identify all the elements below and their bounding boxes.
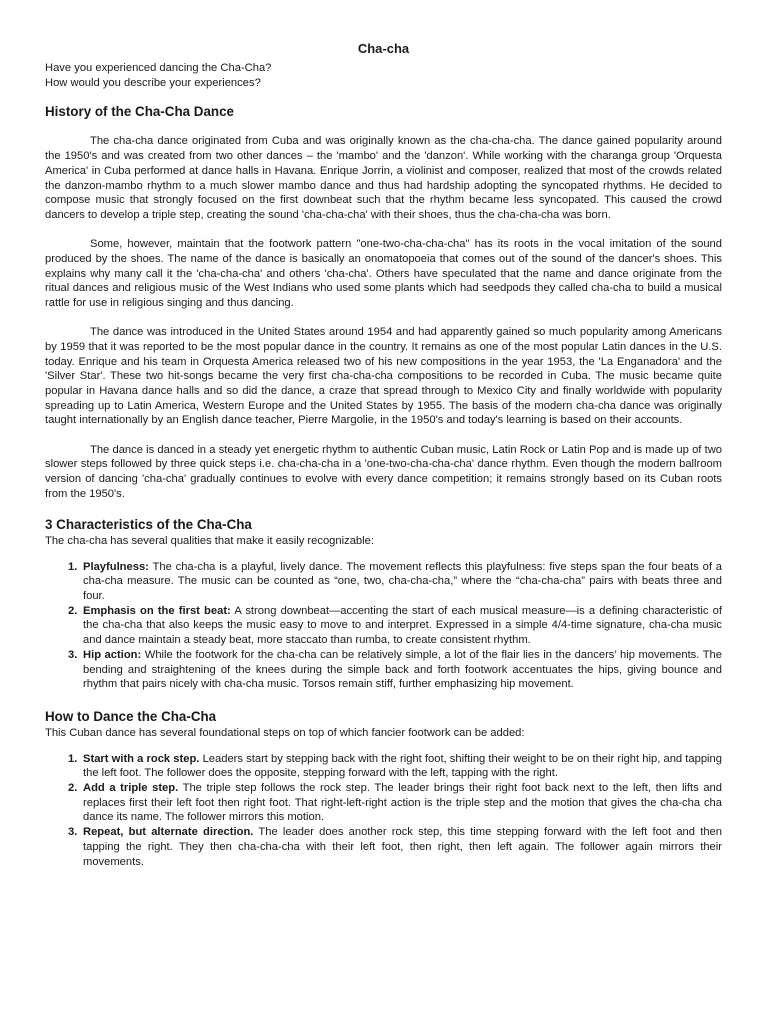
list-number: 3. <box>68 826 78 839</box>
list-term: Emphasis on the first beat: <box>83 604 231 617</box>
list-term: Add a triple step. <box>83 782 179 795</box>
history-heading: History of the Cha-Cha Dance <box>45 104 234 120</box>
characteristics-lead: The cha-cha has several qualities that make it easily recognizable: <box>45 534 374 547</box>
list-term: Repeat, but alternate direction. <box>83 826 254 839</box>
list-item <box>68 648 722 692</box>
list-text: While the footwork for the cha-cha can be relatively simple, a lot of the flair lies in the dancers’ hip movements. The bending and straightening of the knees during the simple back and forth footwork accentuates the hips, giving bounce and rhythm that pairs nicely with cha-cha music. Torsos remain stiff, further emphasizing hip movement. <box>83 648 722 691</box>
list-text: The triple step follows the rock step. The leader brings their right foot back next to the left, then lifts and replaces first their left foot then right foot. That right-left-right action is the triple step and the motion that gives the cha-cha cha dance its name. The follower mirrors this motion. <box>83 782 722 824</box>
intro-question: How would you describe your experiences? <box>45 76 261 89</box>
list-text: Leaders start by stepping back with the right foot, shifting their weight to be on their right hip, and tapping the left foot. The follower does the opposite, stepping forward with the left, tapping with the right. <box>83 752 722 780</box>
characteristics-list <box>45 560 722 692</box>
history-paragraph: The dance was introduced in the United States around 1954 and had apparently gained so much popularity among Americans by 1959 that it was reported to be the most popular dance in the country. It remains as one of the most popular Latin dances in the U.S. today. Enrique and his team in Orquesta America released two of his new compositions in the year 1953, the 'La Enganadora' and the 'Silver Star'. These two hit-songs became the very first cha-cha-cha compositions to be recorded in Cuba. The music became quite popular in Havana dance halls and so did the dance, a craze that spread through to Mexico City and finally worldwide with popularity spreading up to Latin America, Western Europe and the United States by 1955. The basis of the modern cha-cha dance was originally taught internationally by an English dance teacher, Pierre Margolie, in the 1950's and today's learning is based on their accounts. <box>45 326 722 427</box>
list-term: Hip action: <box>83 648 142 661</box>
list-term: Start with a rock step. <box>83 752 200 765</box>
history-paragraph: The dance is danced in a steady yet energetic rhythm to authentic Cuban music, Latin Rock or Latin Pop and is made up of two slower steps followed by three quick steps i.e. cha-cha-cha in a 'one-two-cha-cha-cha' dance rhythm. Even though the modern ballroom version of dancing 'cha-cha' gradually continues to evolve with every dance competition; it remains strongly based on its Cuban roots from the 1950's. <box>45 443 722 500</box>
list-text: A strong downbeat—accenting the start of each musical measure—is a defining characteristic of the cha-cha that also keeps the music easy to move to and interpret. Expressed in a simple 4/4-time signature, cha-cha music and dance maintain a steady beat, more staccato than rumba, to create consistent rhythm. <box>83 604 722 647</box>
list-number: 2. <box>68 782 78 795</box>
history-paragraph: The cha-cha dance originated from Cuba and was originally known as the cha-cha-cha. The dance gained popularity around the 1950's and was created from two other dances – the 'mambo' and the 'danzon'. While working with the charanga group 'Orquesta America' in Cuba performed at dance halls in Havana. Enrique Jorrin, a violinist and composer, realized that most of the crowds related the danzon-mambo rhythm to a much slower mambo dance and thus had hardship adopting the syncopated rhythms. He decided to compose music that strongly focused on the first downbeat such that the rhythm became less syncopated. This caused the crowd dancers to develop a triple step, creating the sound 'cha-cha-cha' with their shoes, thus the cha-cha-cha was born. <box>45 135 722 221</box>
list-item <box>68 781 722 825</box>
list-item <box>68 752 722 781</box>
list-number: 2. <box>68 604 78 617</box>
characteristics-heading: 3 Characteristics of the Cha-Cha <box>45 516 252 532</box>
list-item <box>68 825 722 869</box>
list-text: The leader does another rock step, this time stepping forward with the left foot and then tapping the right. They then cha-cha-cha with their left foot, then right, then left again. The follower again mirrors their movements. <box>83 826 722 868</box>
list-term: Playfulness: <box>83 560 149 573</box>
list-item <box>68 604 722 648</box>
list-number: 1. <box>68 752 78 765</box>
list-number: 1. <box>68 560 78 573</box>
list-text: The cha-cha is a playful, lively dance. The movement reflects this playfulness: five steps span the four beats of a cha-cha measure. The music can be counted as “one, two, cha-cha-cha,” where the “cha-cha-cha” pairs with beats three and four. <box>83 560 722 602</box>
intro-questions <box>45 61 722 90</box>
document-title: Cha-cha <box>357 41 410 56</box>
intro-question: Have you experienced dancing the Cha-Cha? <box>45 62 272 74</box>
history-paragraph: Some, however, maintain that the footwork pattern "one-two-cha-cha-cha" has its roots in the vocal imitation of the sound produced by the shoes. The name of the dance is basically an onomatopoeia that comes out of the sound of the dancer's shoes. This explains why many call it the 'cha-cha-cha' and others 'cha-cha'. Others have speculated that the name and dance originate from the ritual dances and religious music of the West Indians who used some plants which had seedpods they called cha-cha to build a musical rattle for use in religious singing and thus dancing. <box>45 238 722 309</box>
how-to-list <box>45 752 722 870</box>
list-item <box>68 560 722 604</box>
how-to-heading: How to Dance the Cha-Cha <box>45 708 217 724</box>
how-to-lead: This Cuban dance has several foundational steps on top of which fancier footwork can be added: <box>45 726 525 739</box>
list-number: 3. <box>68 648 78 661</box>
